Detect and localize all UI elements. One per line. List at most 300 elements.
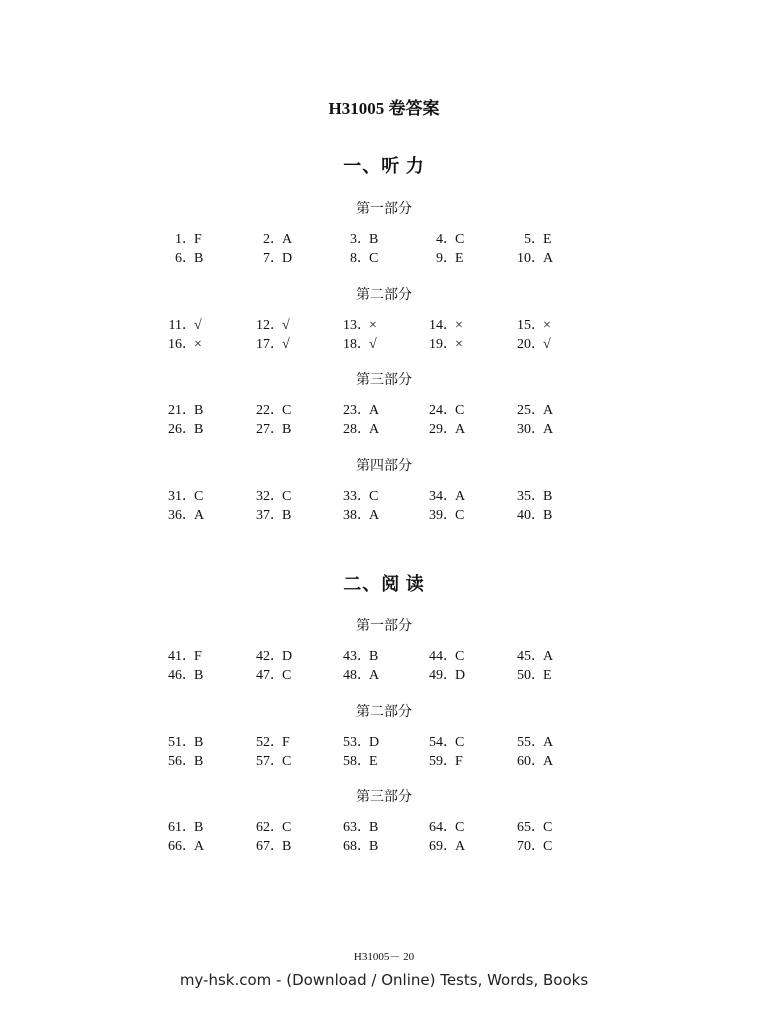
separator: ．	[182, 508, 196, 523]
answer-item	[413, 647, 503, 666]
answer-item	[413, 666, 503, 685]
answer-item	[413, 837, 503, 856]
answer-item	[501, 249, 591, 268]
question-number: 65	[517, 820, 531, 835]
question-number: 34	[429, 489, 443, 504]
answer-item	[152, 818, 242, 837]
answer-part	[0, 200, 768, 268]
answer-value: √	[543, 337, 551, 352]
answer-row	[0, 335, 768, 354]
question-number: 53	[343, 735, 357, 750]
question-number: 40	[517, 508, 531, 523]
question-number: 6	[175, 251, 182, 266]
question-number: 51	[168, 735, 182, 750]
separator: ．	[443, 337, 457, 352]
answer-value: B	[543, 489, 553, 504]
question-number: 20	[517, 337, 531, 352]
answer-value: F	[194, 232, 202, 247]
question-number: 61	[168, 820, 182, 835]
section-heading-listening: 一、听 力	[343, 156, 425, 176]
answer-value: A	[455, 422, 466, 437]
answer-value: C	[455, 403, 465, 418]
question-number: 52	[256, 735, 270, 750]
answer-item	[327, 733, 417, 752]
answer-item	[327, 647, 417, 666]
answer-item	[152, 647, 242, 666]
answer-row	[0, 837, 768, 856]
answer-value: F	[282, 735, 290, 750]
answer-item	[501, 837, 591, 856]
answer-item	[413, 420, 503, 439]
separator: ．	[531, 422, 545, 437]
answer-part	[0, 617, 768, 685]
separator: ．	[443, 820, 457, 835]
question-number: 38	[343, 508, 357, 523]
answer-value: B	[369, 839, 379, 854]
answer-item	[152, 420, 242, 439]
answer-value: A	[194, 508, 205, 523]
question-number: 42	[256, 649, 270, 664]
answer-value: B	[369, 820, 379, 835]
answer-value: √	[194, 318, 202, 333]
separator: ．	[531, 232, 545, 247]
separator: ．	[443, 754, 457, 769]
answer-item	[152, 752, 242, 771]
question-number: 47	[256, 668, 270, 683]
answer-value: ×	[455, 318, 463, 333]
answer-value: A	[369, 403, 380, 418]
answer-item	[413, 401, 503, 420]
answer-part	[0, 457, 768, 525]
answer-item	[240, 818, 330, 837]
answer-row	[0, 316, 768, 335]
answer-item	[413, 506, 503, 525]
question-number: 62	[256, 820, 270, 835]
answer-item	[327, 230, 417, 249]
answer-item	[501, 420, 591, 439]
answer-value: C	[455, 820, 465, 835]
separator: ．	[357, 649, 371, 664]
separator: ．	[270, 403, 284, 418]
separator: ．	[443, 403, 457, 418]
answer-item	[501, 316, 591, 335]
separator: ．	[182, 251, 196, 266]
question-number: 8	[350, 251, 357, 266]
answer-value: B	[369, 649, 379, 664]
question-number: 33	[343, 489, 357, 504]
question-number: 27	[256, 422, 270, 437]
answer-item	[240, 733, 330, 752]
separator: ．	[531, 508, 545, 523]
answer-item	[413, 818, 503, 837]
part-title: 第二部分	[356, 288, 412, 303]
answer-row	[0, 230, 768, 249]
part-title: 第三部分	[356, 790, 412, 805]
answer-value: A	[282, 232, 293, 247]
answer-item	[152, 733, 242, 752]
answer-value: B	[282, 508, 292, 523]
answer-item	[240, 506, 330, 525]
question-number: 41	[168, 649, 182, 664]
question-number: 39	[429, 508, 443, 523]
separator: ．	[357, 839, 371, 854]
answer-value: A	[543, 754, 554, 769]
answer-item	[152, 506, 242, 525]
question-number: 63	[343, 820, 357, 835]
answer-value: E	[543, 668, 552, 683]
answer-value: C	[282, 754, 292, 769]
question-number: 26	[168, 422, 182, 437]
separator: ．	[357, 422, 371, 437]
separator: ．	[270, 422, 284, 437]
answer-item	[152, 316, 242, 335]
separator: ．	[182, 735, 196, 750]
question-number: 1	[175, 232, 182, 247]
separator: ．	[443, 668, 457, 683]
separator: ．	[443, 489, 457, 504]
question-number: 64	[429, 820, 443, 835]
separator: ．	[270, 668, 284, 683]
question-number: 45	[517, 649, 531, 664]
separator: ．	[443, 735, 457, 750]
answer-item	[413, 249, 503, 268]
answer-item	[240, 837, 330, 856]
answer-item	[327, 401, 417, 420]
answer-value: C	[194, 489, 204, 504]
answer-value: B	[194, 251, 204, 266]
answer-row	[0, 249, 768, 268]
separator: ．	[182, 232, 196, 247]
answer-value: C	[543, 839, 553, 854]
question-number: 5	[524, 232, 531, 247]
separator: ．	[443, 232, 457, 247]
separator: ．	[531, 318, 545, 333]
question-number: 12	[256, 318, 270, 333]
answer-value: B	[369, 232, 379, 247]
answer-item	[501, 752, 591, 771]
separator: ．	[531, 735, 545, 750]
answer-value: A	[369, 422, 380, 437]
answer-value: F	[455, 754, 463, 769]
answer-item	[152, 249, 242, 268]
separator: ．	[443, 318, 457, 333]
answer-item	[152, 335, 242, 354]
answer-value: A	[543, 735, 554, 750]
separator: ．	[270, 337, 284, 352]
answer-part	[0, 788, 768, 856]
answer-value: D	[282, 251, 293, 266]
answer-row	[0, 752, 768, 771]
answer-value: A	[543, 403, 554, 418]
answer-value: A	[455, 839, 466, 854]
separator: ．	[270, 839, 284, 854]
answer-value: C	[282, 668, 292, 683]
answer-item	[152, 487, 242, 506]
separator: ．	[531, 403, 545, 418]
answer-value: √	[282, 318, 290, 333]
separator: ．	[182, 839, 196, 854]
separator: ．	[357, 489, 371, 504]
answer-item	[413, 316, 503, 335]
separator: ．	[182, 489, 196, 504]
separator: ．	[357, 318, 371, 333]
part-title: 第三部分	[356, 373, 412, 388]
separator: ．	[357, 251, 371, 266]
question-number: 60	[517, 754, 531, 769]
separator: ．	[531, 754, 545, 769]
question-number: 10	[517, 251, 531, 266]
answer-value: B	[194, 403, 204, 418]
separator: ．	[182, 403, 196, 418]
separator: ．	[531, 337, 545, 352]
separator: ．	[270, 489, 284, 504]
separator: ．	[531, 649, 545, 664]
question-number: 30	[517, 422, 531, 437]
answer-item	[240, 401, 330, 420]
separator: ．	[357, 735, 371, 750]
answer-value: ×	[369, 318, 377, 333]
answer-value: A	[369, 508, 380, 523]
answer-item	[501, 335, 591, 354]
answer-row	[0, 647, 768, 666]
question-number: 58	[343, 754, 357, 769]
answer-item	[501, 230, 591, 249]
separator: ．	[182, 422, 196, 437]
question-number: 57	[256, 754, 270, 769]
answer-item	[152, 666, 242, 685]
answer-item	[240, 420, 330, 439]
answer-item	[327, 837, 417, 856]
question-number: 69	[429, 839, 443, 854]
question-number: 70	[517, 839, 531, 854]
answer-value: A	[455, 489, 466, 504]
answer-value: ×	[455, 337, 463, 352]
question-number: 67	[256, 839, 270, 854]
answer-value: B	[282, 422, 292, 437]
question-number: 68	[343, 839, 357, 854]
question-number: 7	[263, 251, 270, 266]
answer-value: √	[282, 337, 290, 352]
answer-item	[413, 733, 503, 752]
separator: ．	[357, 337, 371, 352]
answer-value: E	[543, 232, 552, 247]
question-number: 11	[168, 318, 182, 333]
section-heading-reading: 二、阅 读	[343, 574, 425, 594]
answer-value: B	[194, 754, 204, 769]
question-number: 55	[517, 735, 531, 750]
separator: ．	[270, 508, 284, 523]
answer-value: D	[369, 735, 380, 750]
separator: ．	[182, 754, 196, 769]
answer-value: B	[194, 668, 204, 683]
answer-value: A	[194, 839, 205, 854]
question-number: 17	[256, 337, 270, 352]
separator: ．	[357, 403, 371, 418]
answer-item	[413, 335, 503, 354]
separator: ．	[531, 251, 545, 266]
question-number: 48	[343, 668, 357, 683]
question-number: 46	[168, 668, 182, 683]
answer-item	[327, 818, 417, 837]
answer-row	[0, 666, 768, 685]
question-number: 16	[168, 337, 182, 352]
separator: ．	[270, 754, 284, 769]
part-title: 第一部分	[356, 619, 412, 634]
answer-value: E	[455, 251, 464, 266]
answer-item	[327, 666, 417, 685]
separator: ．	[270, 649, 284, 664]
answer-value: A	[543, 649, 554, 664]
separator: ．	[182, 649, 196, 664]
separator: ．	[270, 232, 284, 247]
answer-item	[240, 249, 330, 268]
separator: ．	[443, 251, 457, 266]
answer-item	[327, 335, 417, 354]
answer-value: A	[543, 251, 554, 266]
answer-value: B	[194, 820, 204, 835]
answer-part	[0, 371, 768, 439]
answer-value: ×	[194, 337, 202, 352]
answer-part	[0, 286, 768, 354]
answer-item	[240, 752, 330, 771]
page-number: H31005－ 20	[353, 951, 415, 963]
answer-value: C	[369, 251, 379, 266]
answer-item	[152, 401, 242, 420]
question-number: 13	[343, 318, 357, 333]
answer-item	[327, 506, 417, 525]
separator: ．	[182, 668, 196, 683]
answer-row	[0, 733, 768, 752]
separator: ．	[182, 337, 196, 352]
question-number: 18	[343, 337, 357, 352]
answer-item	[240, 316, 330, 335]
question-number: 43	[343, 649, 357, 664]
part-title: 第四部分	[356, 459, 412, 474]
separator: ．	[357, 754, 371, 769]
question-number: 37	[256, 508, 270, 523]
question-number: 23	[343, 403, 357, 418]
page-title: H31005 卷答案	[328, 99, 440, 118]
question-number: 9	[436, 251, 443, 266]
question-number: 24	[429, 403, 443, 418]
separator: ．	[270, 251, 284, 266]
question-number: 28	[343, 422, 357, 437]
answer-item	[152, 230, 242, 249]
separator: ．	[357, 232, 371, 247]
answer-item	[501, 666, 591, 685]
separator: ．	[270, 820, 284, 835]
answer-item	[327, 420, 417, 439]
question-number: 14	[429, 318, 443, 333]
separator: ．	[270, 735, 284, 750]
separator: ．	[531, 820, 545, 835]
answer-item	[240, 647, 330, 666]
answer-value: F	[194, 649, 202, 664]
answer-value: C	[455, 649, 465, 664]
question-number: 3	[350, 232, 357, 247]
answer-item	[327, 316, 417, 335]
answer-row	[0, 401, 768, 420]
question-number: 36	[168, 508, 182, 523]
answer-row	[0, 506, 768, 525]
separator: ．	[182, 820, 196, 835]
answer-item	[327, 249, 417, 268]
question-number: 15	[517, 318, 531, 333]
separator: ．	[531, 668, 545, 683]
answer-value: B	[543, 508, 553, 523]
question-number: 2	[263, 232, 270, 247]
separator: ．	[443, 649, 457, 664]
separator: ．	[443, 839, 457, 854]
question-number: 54	[429, 735, 443, 750]
answer-value: D	[282, 649, 293, 664]
answer-value: C	[282, 403, 292, 418]
answer-row	[0, 420, 768, 439]
question-number: 66	[168, 839, 182, 854]
answer-item	[240, 487, 330, 506]
answer-value: D	[455, 668, 466, 683]
question-number: 29	[429, 422, 443, 437]
answer-value: C	[543, 820, 553, 835]
part-title: 第二部分	[356, 705, 412, 720]
answer-item	[327, 487, 417, 506]
question-number: 25	[517, 403, 531, 418]
answer-item	[501, 647, 591, 666]
answer-item	[327, 752, 417, 771]
question-number: 22	[256, 403, 270, 418]
answer-value: B	[282, 839, 292, 854]
answer-item	[152, 837, 242, 856]
footer-watermark: my-hsk.com - (Download / Online) Tests, Words, Books	[179, 971, 589, 989]
part-title: 第一部分	[356, 202, 412, 217]
separator: ．	[182, 318, 196, 333]
answer-part	[0, 703, 768, 771]
answer-item	[501, 506, 591, 525]
question-number: 32	[256, 489, 270, 504]
answer-item	[240, 335, 330, 354]
question-number: 59	[429, 754, 443, 769]
answer-value: B	[194, 422, 204, 437]
question-number: 44	[429, 649, 443, 664]
answer-item	[501, 487, 591, 506]
answer-value: C	[282, 489, 292, 504]
separator: ．	[443, 422, 457, 437]
answer-item	[240, 230, 330, 249]
answer-item	[501, 401, 591, 420]
question-number: 31	[168, 489, 182, 504]
separator: ．	[357, 668, 371, 683]
answer-value: B	[194, 735, 204, 750]
question-number: 56	[168, 754, 182, 769]
answer-item	[413, 487, 503, 506]
question-number: 19	[429, 337, 443, 352]
answer-value: E	[369, 754, 378, 769]
separator: ．	[357, 508, 371, 523]
answer-value: C	[455, 735, 465, 750]
answer-item	[501, 733, 591, 752]
answer-row	[0, 487, 768, 506]
answer-value: √	[369, 337, 377, 352]
separator: ．	[270, 318, 284, 333]
separator: ．	[531, 839, 545, 854]
answer-value: C	[369, 489, 379, 504]
question-number: 50	[517, 668, 531, 683]
answer-item	[240, 666, 330, 685]
answer-value: C	[282, 820, 292, 835]
answer-value: C	[455, 508, 465, 523]
separator: ．	[531, 489, 545, 504]
answer-value: A	[543, 422, 554, 437]
